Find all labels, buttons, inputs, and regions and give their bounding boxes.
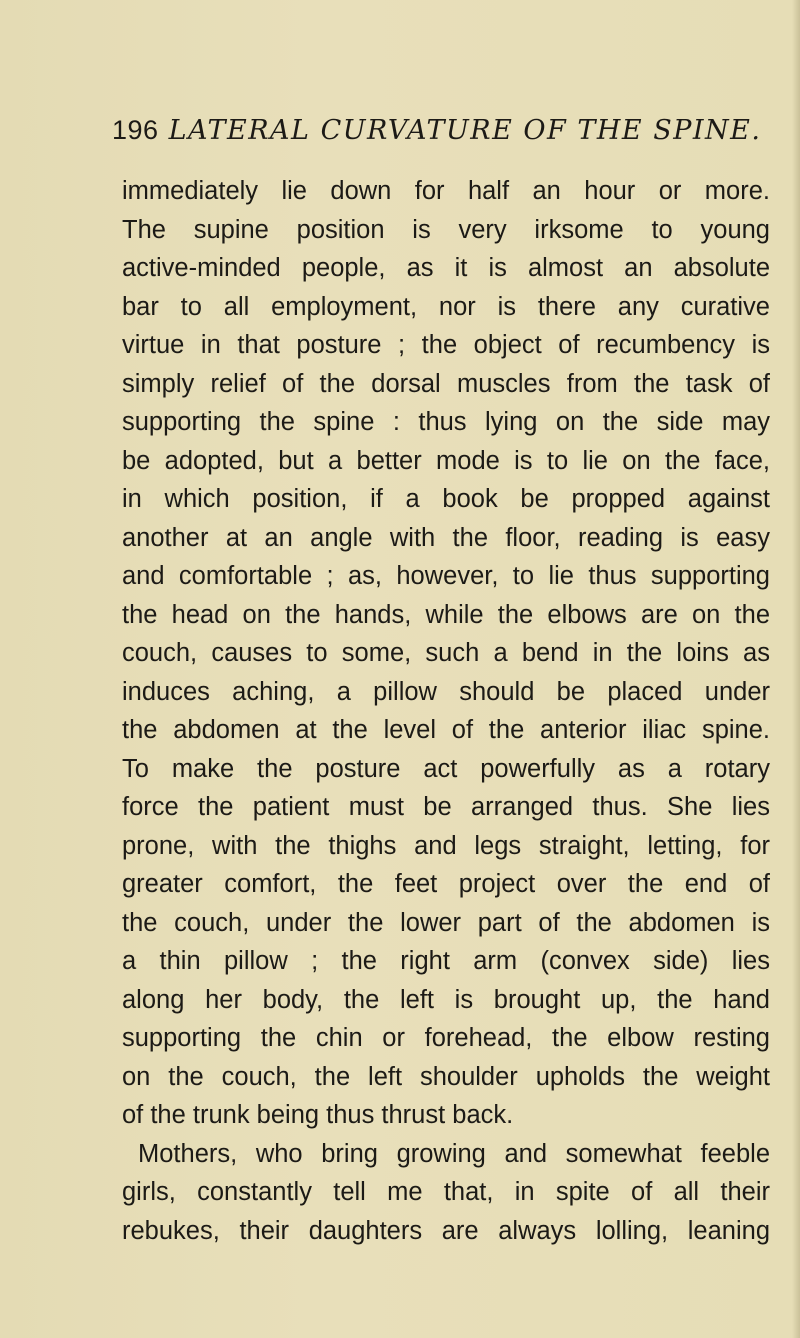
text-line: be adopted, but a better mode is to lie on the face, (122, 446, 770, 475)
text-line: prone, with the thighs and legs straight, letting, for (122, 831, 770, 860)
text-line: virtue in that posture ; the object of recumbency is (122, 331, 770, 359)
text-line: rebukes, their daughters are always lolling, leaning (122, 1216, 770, 1245)
text-line: force the patient must be arranged thus. She lies (122, 793, 770, 821)
text-line: greater comfort, the feet project over the end of (122, 870, 770, 898)
text-line: along her body, the left is brought up, the hand (122, 985, 770, 1014)
page-edge-shadow (792, 0, 800, 1338)
text-line: on the couch, the left shoulder upholds the weight (122, 1062, 770, 1091)
text-line: girls, constantly tell me that, in spite of all their (122, 1178, 770, 1206)
text-line: another at an angle with the floor, reading is easy (122, 523, 770, 552)
text-line: the abdomen at the level of the anterior iliac spine. (122, 716, 770, 744)
text-line: the couch, under the lower part of the abdomen is (122, 908, 770, 937)
text-line: simply relief of the dorsal muscles from the task of (122, 369, 770, 398)
text-line: and comfortable ; as, however, to lie thus supporting (122, 562, 770, 590)
text-line: bar to all employment, nor is there any curative (122, 292, 770, 321)
text-line: couch, causes to some, such a bend in the loins as (122, 639, 770, 667)
text-line: active-minded people, as it is almost an absolute (122, 254, 770, 282)
text-line: the head on the hands, while the elbows are on the (122, 600, 770, 629)
text-line: supporting the spine : thus lying on the side may (122, 408, 770, 436)
text-line: of the trunk being thus thrust back. (122, 1101, 514, 1129)
text-line: in which position, if a book be propped against (122, 485, 770, 513)
page-number: 196 (112, 115, 159, 145)
text-line: Mothers, who bring growing and somewhat feeble (138, 1139, 770, 1168)
text-line: The supine position is very irksome to young (122, 215, 770, 244)
text-line: a thin pillow ; the right arm (convex side) lies (122, 947, 770, 975)
running-title: LATERAL CURVATURE OF THE SPINE. (168, 115, 762, 146)
text-line: To make the posture act powerfully as a rotary (122, 754, 770, 783)
text-line: induces aching, a pillow should be placed under (122, 677, 770, 706)
text-line: immediately lie down for half an hour or more. (122, 177, 770, 205)
body-text (122, 172, 770, 1250)
running-head (112, 112, 761, 149)
text-line: supporting the chin or forehead, the elbow resting (122, 1024, 770, 1052)
